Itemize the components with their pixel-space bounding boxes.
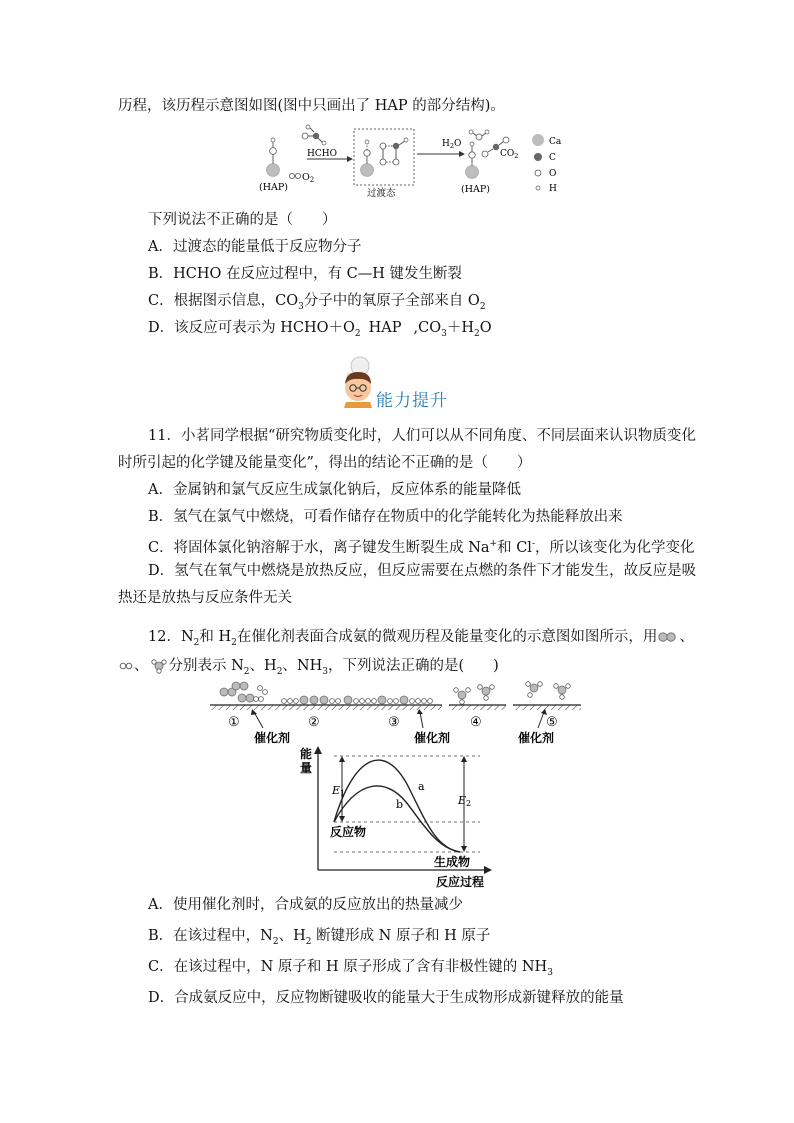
- step-5-label: ⑤: [546, 715, 558, 730]
- q10-option-d: D．该反应可表示为 $HCHO+O_2$ HAP $,CO_3+H_2O$: [148, 320, 492, 339]
- q10-option-b: B．HCHO 在反应过程中，有 C—H 键发生断裂: [148, 266, 462, 282]
- o2-molecule: [289, 173, 300, 178]
- q11-option-a: A．金属钠和氯气反应生成氯化钠后，反应体系的能量降低: [148, 482, 521, 498]
- catalyst-label-2: 催化剂: [414, 731, 451, 744]
- legend-h: H: [549, 184, 557, 194]
- reactant-label: 反应物: [330, 825, 367, 839]
- q12-option-c: C．在该过程中，N 原子和 H 原子形成了含有非极性键的 $NH_3$: [148, 959, 553, 978]
- hcho-label: HCHO: [307, 149, 337, 159]
- legend-o: O: [549, 169, 557, 179]
- curve-b-label: b: [396, 798, 404, 811]
- q11-option-b: B．氢气在氯气中燃烧，可看作储存在物质中的化学能转化为热能释放出来: [148, 509, 623, 525]
- hap-right-structure: [466, 142, 479, 179]
- transition-state-structure: [361, 138, 409, 177]
- section-title: 能力提升: [376, 391, 448, 411]
- catalyst-label-3: 催化剂: [518, 731, 555, 744]
- h2o-molecule: [469, 130, 489, 140]
- q12-option-b: B．在该过程中，$N_2$、$H_2$ 断键形成 N 原子和 H 原子: [148, 928, 491, 947]
- e2-label: E2: [458, 794, 472, 808]
- o2-label: $O_2$: [302, 172, 315, 184]
- catalyst-label-1: 催化剂: [254, 731, 291, 744]
- x-axis-label: 反应过程: [436, 875, 485, 889]
- co2-label: $CO_2$: [500, 149, 519, 160]
- hap-right-label: (HAP): [461, 184, 490, 195]
- q10-option-c: C．根据图示信息，$CO_3$分子中的氧原子全部来自 $O_2$: [148, 293, 486, 312]
- q10-stem: 下列说法不正确的是（ ）: [148, 212, 337, 228]
- hap-left-label: (HAP): [259, 182, 288, 193]
- energy-axis-label-1: 能: [300, 747, 313, 761]
- h2-symbol-icon: [118, 660, 134, 672]
- energy-diagram: [290, 744, 500, 890]
- e1-label: E1: [332, 784, 346, 798]
- q11-option-d-line2: 热还是放热与反应条件无关: [118, 590, 292, 606]
- q11-option-d-line1: D．氢气在氧气中燃烧是放热反应，但反应需要在点燃的条件下才能发生，故反应是吸: [148, 563, 697, 579]
- q10-intro: 历程，该历程示意图如图(图中只画出了 HAP 的部分结构)。: [118, 98, 505, 114]
- q11-option-c: C．将固体氯化钠溶解于水，离子键发生断裂生成 Na+和 Cl-，所以该变化为化学变化: [148, 539, 695, 556]
- legend-c: C: [549, 153, 556, 163]
- hcho-molecule: [302, 125, 326, 145]
- q12-option-d: D．合成氨反应中，反应物断键吸收的能量大于生成物形成新键释放的能量: [148, 990, 624, 1006]
- step-2-label: ②: [308, 715, 320, 730]
- h2o-label: $H_2O$: [442, 139, 462, 150]
- q11-line1: 11．小茗同学根据“研究物质变化时，人们可以从不同角度、不同层面来认识物质变化: [148, 428, 696, 444]
- atom-legend: [532, 134, 544, 190]
- step-3-label: ③: [388, 715, 400, 730]
- q12-line1: 12．$N_2$和 $H_2$在催化剂表面合成氨的微观历程及能量变化的示意图如图所示，用 、: [148, 629, 694, 648]
- curve-a-label: a: [418, 780, 425, 793]
- step-4-label: ④: [470, 715, 482, 730]
- q12-line2: 、 分别表示 $N_2$、$H_2$、$NH_3$，下列说法正确的是( ): [118, 656, 499, 682]
- nh3-symbol-icon: [149, 658, 169, 674]
- q10-option-a: A．过渡态的能量低于反应物分子: [148, 239, 362, 255]
- product-label: 生成物: [434, 855, 471, 869]
- energy-axis-label-2: 量: [300, 761, 313, 775]
- hap-mechanism-figure: [255, 124, 575, 200]
- step-1-label: ①: [228, 715, 240, 730]
- hap-left-structure: [267, 138, 280, 177]
- catalyst-process-figure: [208, 678, 588, 744]
- q12-option-a: A．使用催化剂时，合成氨的反应放出的热量减少: [148, 897, 463, 913]
- legend-ca: Ca: [549, 137, 562, 147]
- student-avatar-icon: [338, 354, 378, 408]
- q11-line2: 时所引起的化学键及能量变化”，得出的结论不正确的是（ ）: [118, 455, 532, 471]
- transition-state-label: 过渡态: [367, 188, 396, 199]
- n2-symbol-icon: [657, 631, 679, 643]
